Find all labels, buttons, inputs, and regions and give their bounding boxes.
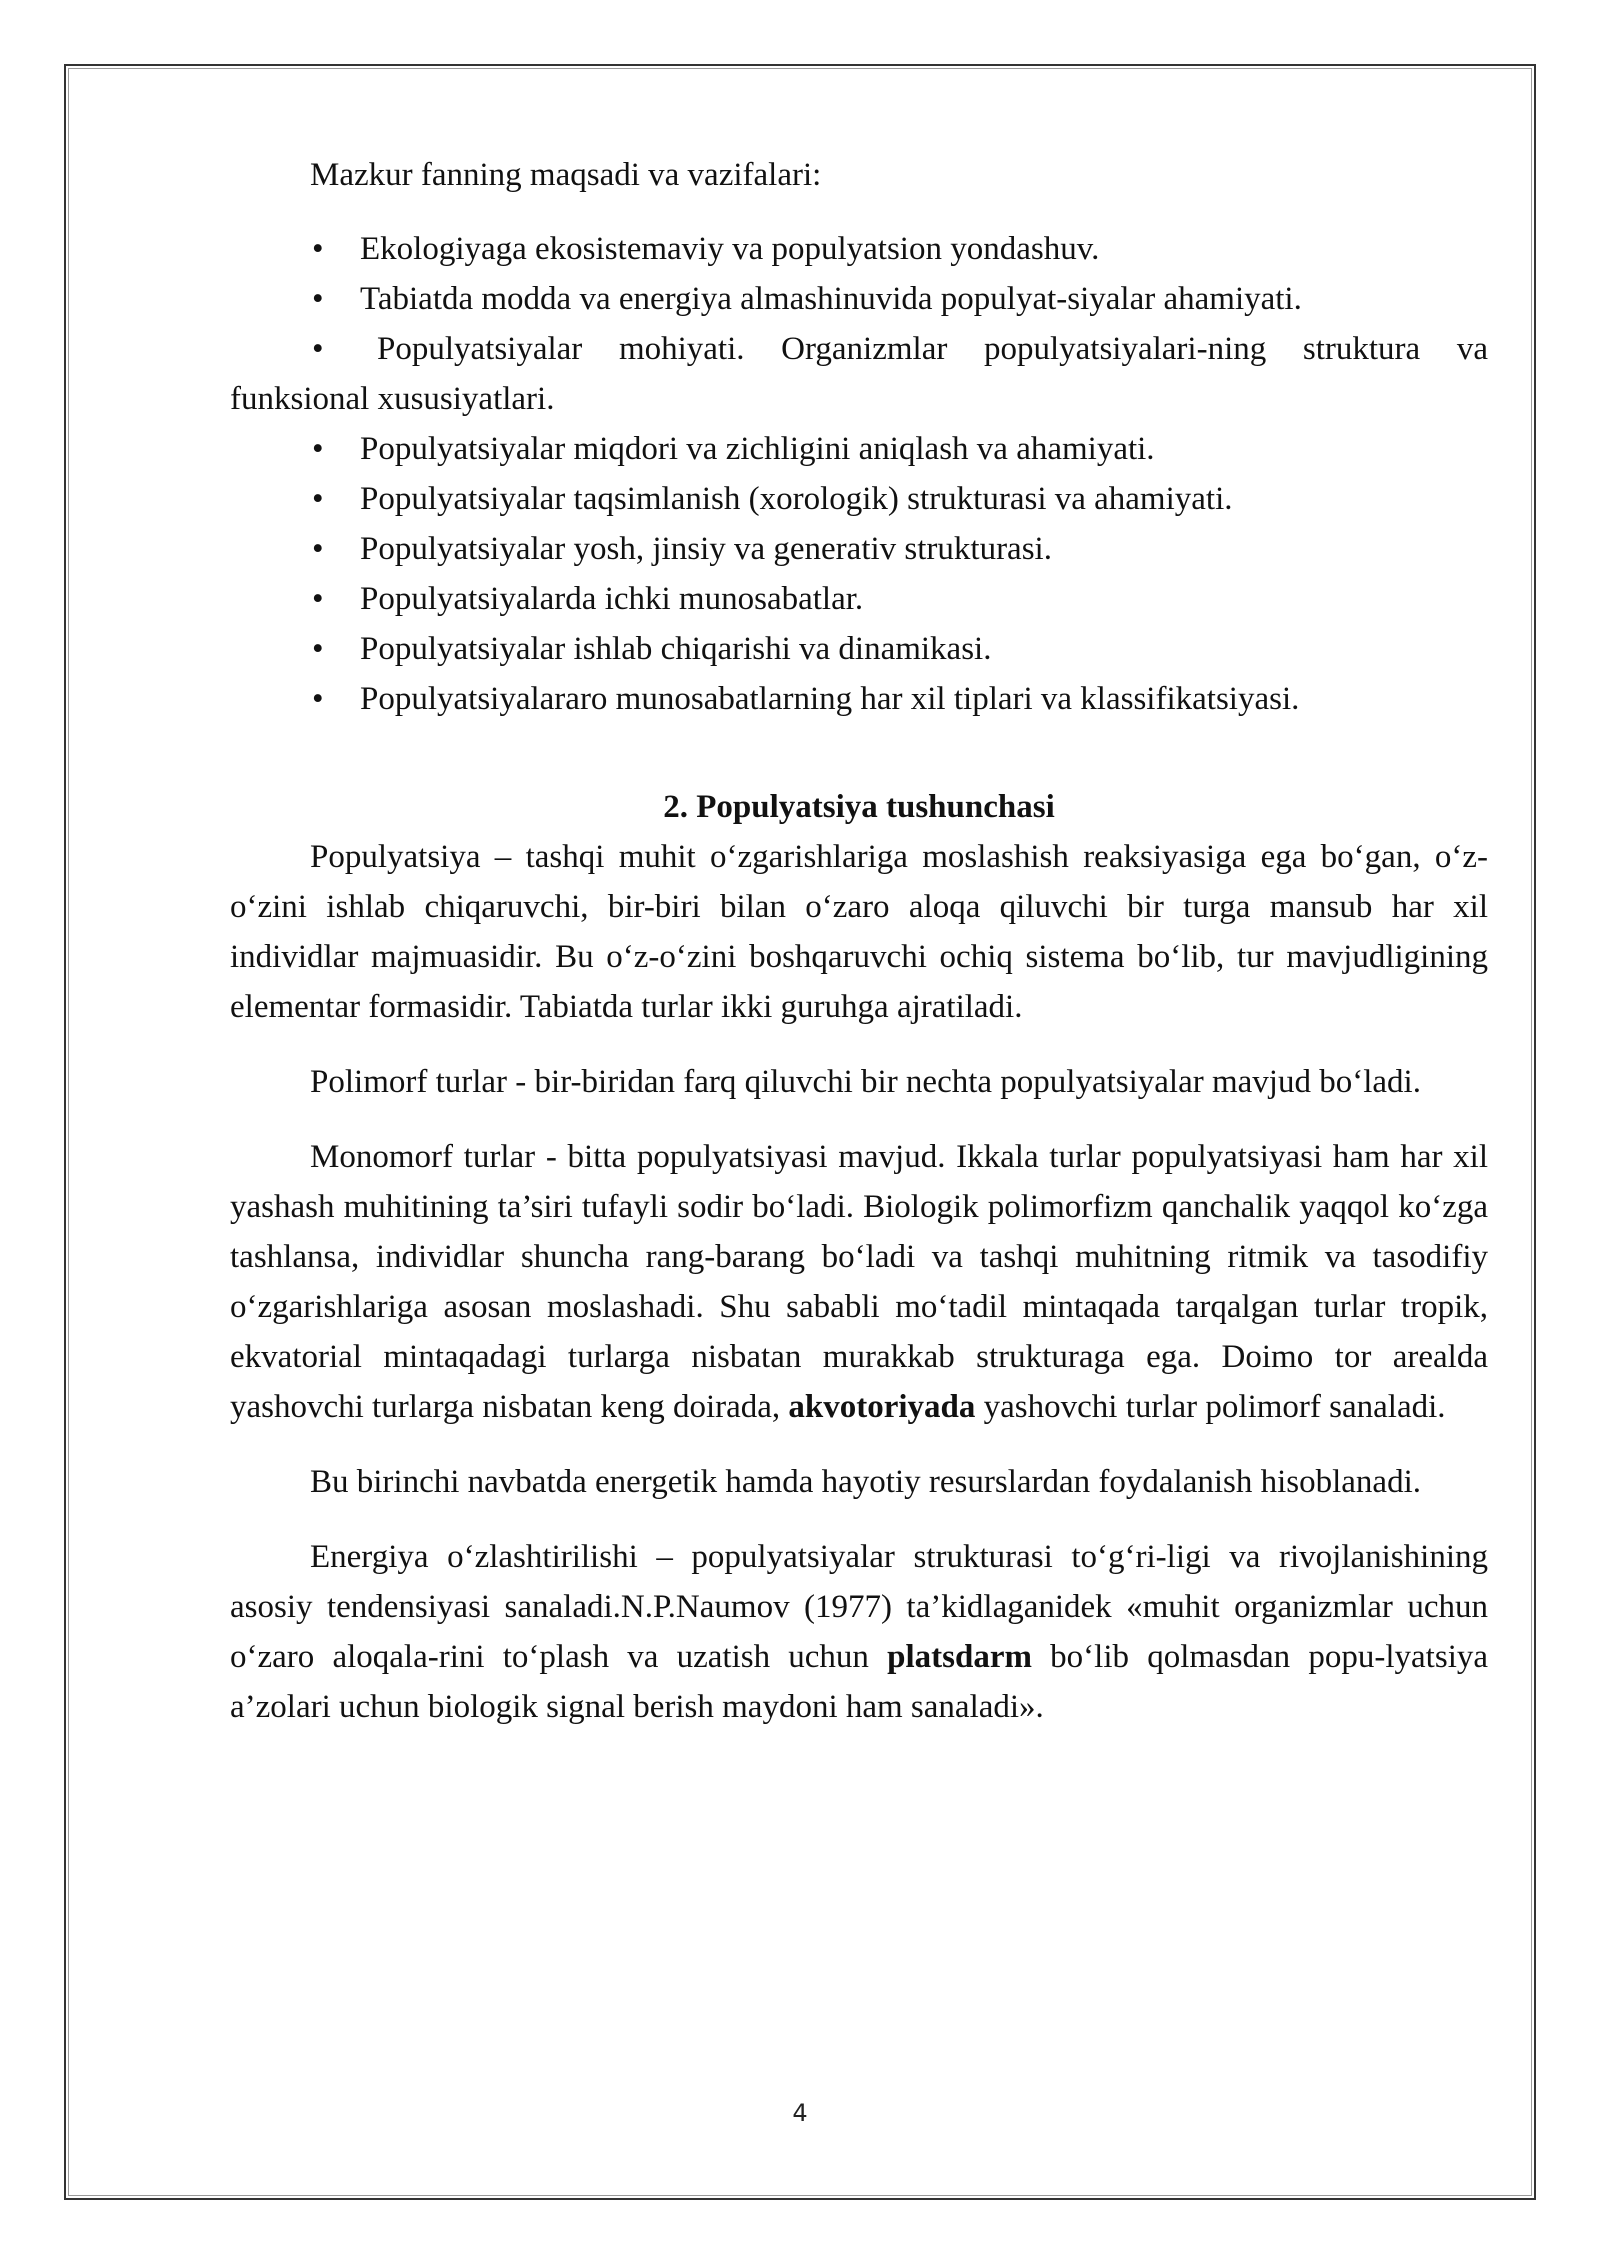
list-item: • Populyatsiyalar ishlab chiqarishi va dinamikasi.: [230, 624, 1488, 674]
bold-term-platsdarm: platsdarm: [887, 1639, 1032, 1675]
bullet-icon: •: [312, 331, 324, 367]
paragraph-monomorf: Monomorf turlar - bitta populyatsiyasi mavjud. Ikkala turlar populyatsiyasi ham har xil yashash muhitining ta’siri tufayli sodir bo‘ladi. Biologik polimorfizm qanchalik yaqqol ko‘zga tashlansa, individlar shuncha rang-barang bo‘ladi va tashqi muhitning ritmik va tasodifiy o‘zgarishlariga asosan moslashadi. Shu sababli mo‘tadil mintaqada tarqalgan turlar tropik, ekvatorial mintaqadagi turlarga nisbatan murakkab strukturaga ega. Doimo tor arealda yashovchi turlarga nisbatan keng doirada, akvotoriyada yashovchi turlar polimorf sanaladi.: [230, 1139, 1488, 1425]
section-heading: 2. Populyatsiya tushunchasi: [663, 789, 1055, 825]
bullet-icon: •: [312, 281, 324, 317]
page-number: 4: [792, 2099, 808, 2127]
bullet-icon: •: [312, 681, 324, 717]
list-item: • Tabiatda modda va energiya almashinuvida populyat-siyalar ahamiyati.: [230, 274, 1488, 324]
bullet-icon: •: [312, 531, 324, 567]
bullet-icon: •: [312, 581, 324, 617]
goals-list: [230, 224, 1488, 724]
bullet-icon: •: [312, 481, 324, 517]
paragraph-energiya: Energiya o‘zlashtirilishi – populyatsiyalar strukturasi to‘g‘ri-ligi va rivojlanishining asosiy tendensiyasi sanaladi.N.P.Naumov (1977) ta’kidlaganidek «muhit organizmlar uchun o‘zaro aloqala-rini to‘plash va uzatish uchun platsdarm bo‘lib qolmasdan popu-lyatsiya a’zolari uchun biologik signal berish maydoni ham sanaladi».: [230, 1539, 1489, 1725]
list-item: • Populyatsiyalar taqsimlanish (xorologik) strukturasi va ahamiyati.: [230, 474, 1488, 524]
list-item: • Populyatsiyalar mohiyati. Organizmlar populyatsiyalari-ning struktura va funksional xususiyatlari.: [230, 324, 1488, 424]
bullet-icon: •: [312, 631, 324, 667]
list-item: • Populyatsiyalararo munosabatlarning har xil tiplari va klassifikatsiyasi.: [230, 674, 1488, 724]
bullet-icon: •: [312, 431, 324, 467]
paragraph-populyatsiya: Populyatsiya – tashqi muhit o‘zgarishlariga moslashish reaksiyasiga ega bo‘gan, o‘z-o‘zini ishlab chiqaruvchi, bir-biri bilan o‘zaro aloqa qiluvchi bir turga mansub har xil individlar majmuasidir. Bu o‘z-o‘zini boshqaruvchi ochiq sistema bo‘lib, tur mavjudligining elementar formasidir. Tabiatda turlar ikki guruhga ajratiladi.: [230, 839, 1488, 1025]
list-item: • Populyatsiyalar miqdori va zichligini aniqlash va ahamiyati.: [230, 424, 1488, 474]
paragraph-resurslar: Bu birinchi navbatda energetik hamda hayotiy resurslardan foydalanish hisoblanadi.: [310, 1464, 1421, 1500]
list-item: • Populyatsiyalar yosh, jinsiy va generativ strukturasi.: [230, 524, 1488, 574]
list-item: • Populyatsiyalarda ichki munosabatlar.: [230, 574, 1488, 624]
list-item: • Ekologiyaga ekosistemaviy va populyatsion yondashuv.: [230, 224, 1488, 274]
bullet-icon: •: [312, 231, 324, 267]
bold-term-akvotoriyada: akvotoriyada: [788, 1389, 976, 1425]
paragraph-polimorf: Polimorf turlar - bir-biridan farq qiluvchi bir nechta populyatsiyalar mavjud bo‘ladi.: [310, 1064, 1421, 1100]
page-content: [230, 150, 1488, 1757]
intro-line: Mazkur fanning maqsadi va vazifalari:: [310, 157, 822, 193]
